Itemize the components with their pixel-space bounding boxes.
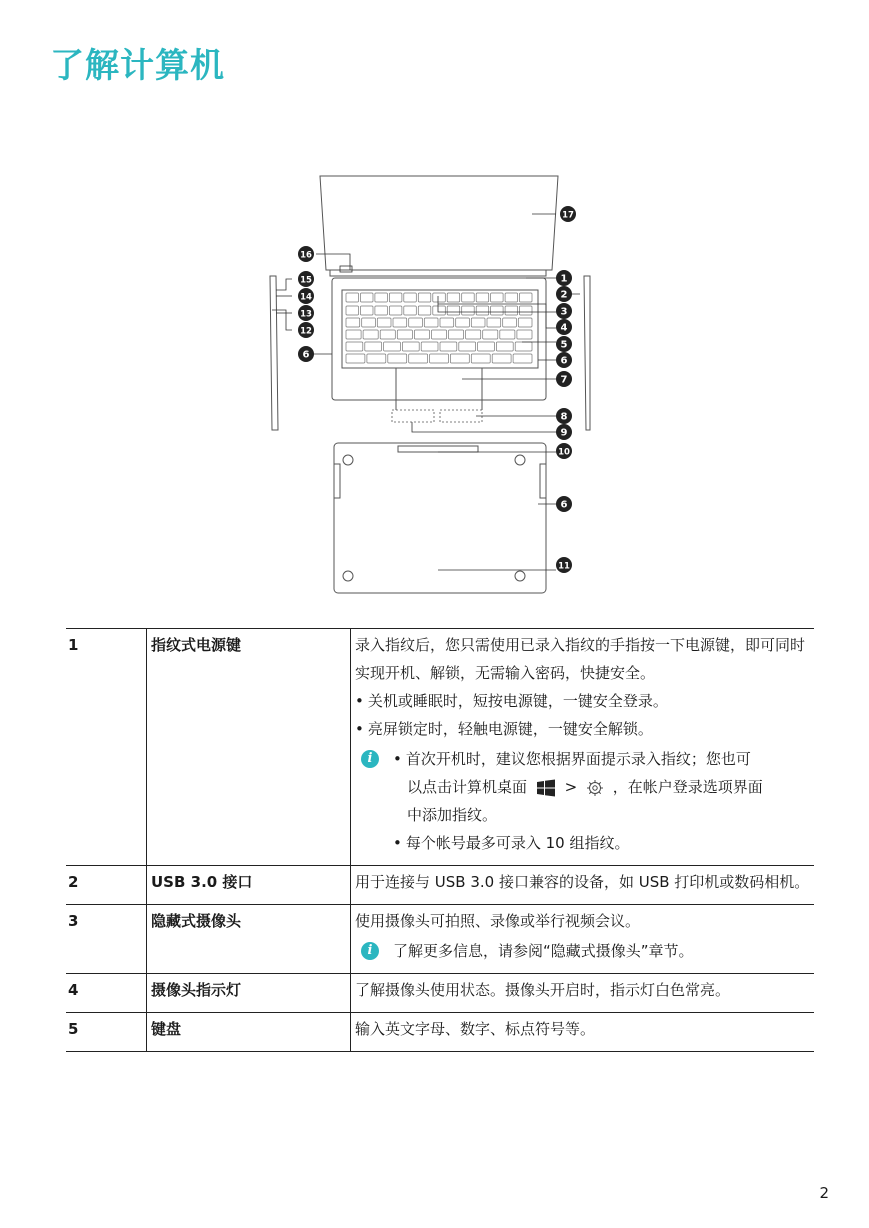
keyboard-key (397, 330, 412, 339)
keyboard-key (404, 306, 417, 315)
svg-text:3: 3 (560, 306, 568, 318)
row-description: 输入英文字母、数字、标点符号等。 (355, 1020, 596, 1038)
callout-badge (556, 443, 572, 459)
svg-text:8: 8 (560, 411, 568, 423)
row-name: 隐藏式摄像头 (147, 905, 351, 974)
laptop-diagram-svg (262, 170, 602, 600)
row-name: 指纹式电源键 (147, 629, 351, 866)
svg-text:5: 5 (560, 339, 568, 351)
keyboard-key (365, 342, 382, 351)
keyboard-key (389, 306, 402, 315)
description-text: 使用摄像头可拍照、录像或举行视频会议。 (355, 912, 641, 930)
row-name: USB 3.0 接口 (147, 866, 351, 905)
callout-badge (556, 496, 572, 512)
note-text: 以点击计算机桌面 (407, 778, 528, 796)
keyboard-key (496, 342, 513, 351)
callout-badge (556, 270, 572, 286)
table-row (66, 974, 814, 1013)
keyboard-key (487, 318, 501, 327)
windows-logo-icon (536, 779, 556, 797)
keyboard-key (447, 306, 460, 315)
row-number: 4 (66, 974, 147, 1013)
keyboard-key (440, 342, 457, 351)
table-row (66, 1013, 814, 1052)
keyboard-key (346, 354, 365, 363)
keyboard-key (361, 306, 374, 315)
row-number: 3 (66, 905, 147, 974)
row-description: 用于连接与 USB 3.0 接口兼容的设备，如 USB 打印机或数码相机。 (355, 873, 810, 891)
row-name: 摄像头指示灯 (147, 974, 351, 1013)
row-description (351, 629, 815, 866)
keyboard-key (462, 306, 475, 315)
keyboard-key (462, 293, 475, 302)
keyboard-key (404, 293, 417, 302)
keyboard-key (449, 330, 464, 339)
page-title: 了解计算机 (50, 46, 225, 86)
keyboard-key (491, 293, 504, 302)
table-row (66, 905, 814, 974)
keyboard-key (380, 330, 395, 339)
keyboard-key (456, 318, 470, 327)
table-row (66, 866, 814, 905)
callout-badge (556, 557, 572, 573)
callout-badge (556, 286, 572, 302)
row-number: 1 (66, 629, 147, 866)
note-line: 中添加指纹。 (407, 806, 498, 824)
keyboard-key (432, 330, 447, 339)
component-table (66, 628, 814, 1052)
arrow-separator: > (564, 778, 578, 796)
callout-badge (556, 424, 572, 440)
keyboard-key (430, 354, 449, 363)
row-number: 2 (66, 866, 147, 905)
keyboard-key (362, 318, 376, 327)
bullet-item: • 关机或睡眠时，短按电源键，一键安全登录。 (355, 687, 814, 715)
keyboard-key (471, 354, 490, 363)
keyboard-key (515, 342, 532, 351)
row-name: 键盘 (147, 1013, 351, 1052)
keyboard-key (363, 330, 378, 339)
note-bullet: • 每个帐号最多可录入 10 组指纹。 (393, 829, 814, 857)
svg-text:1: 1 (560, 273, 568, 285)
laptop-diagram (262, 170, 602, 600)
keyboard-key (492, 354, 511, 363)
left-side-profile (270, 276, 278, 430)
svg-text:7: 7 (560, 374, 568, 386)
keyboard-key (476, 306, 489, 315)
laptop-bottom (334, 443, 546, 593)
keyboard-key (346, 293, 359, 302)
right-side-profile (584, 276, 590, 430)
keyboard-key (418, 293, 431, 302)
info-icon: i (361, 942, 379, 960)
keyboard-key (503, 318, 517, 327)
page-number: 2 (819, 1184, 829, 1202)
keyboard-key (409, 354, 428, 363)
keyboard-key (424, 318, 438, 327)
row-description (351, 905, 815, 974)
note-bullet: • 首次开机时，建议您根据界面提示录入指纹；您也可 (393, 745, 814, 773)
keyboard-key (384, 342, 401, 351)
keyboard-key (361, 293, 374, 302)
description-text: 录入指纹后，您只需使用已录入指纹的手指按一下电源键，即可同时实现开机、解锁，无需输入密码，快捷安全。 (355, 636, 806, 682)
bullet-item: • 亮屏锁定时，轻触电源键，一键安全解锁。 (355, 715, 814, 743)
callout-badge (298, 346, 314, 362)
keyboard-key (414, 330, 429, 339)
svg-text:6: 6 (560, 355, 568, 367)
callout-badge (556, 408, 572, 424)
keyboard-key (393, 318, 407, 327)
svg-text:10: 10 (558, 447, 570, 458)
callout-badge (556, 336, 572, 352)
svg-text:15: 15 (300, 275, 312, 286)
keyboard-key (478, 342, 495, 351)
keyboard-key (447, 293, 460, 302)
keyboard-key (505, 306, 517, 315)
gear-icon (586, 779, 604, 797)
keyboard-key (409, 318, 423, 327)
keyboard-key (402, 342, 419, 351)
keyboard-key (520, 306, 533, 315)
svg-text:9: 9 (560, 427, 568, 439)
info-icon: i (361, 750, 379, 768)
callout-badge (556, 371, 572, 387)
note-text: ，在帐户登录选项界面 (612, 778, 763, 796)
keyboard-key (450, 354, 469, 363)
callout-badge (298, 322, 314, 338)
callout-badge (556, 352, 572, 368)
keyboard-key (421, 342, 438, 351)
callout-badge (556, 303, 572, 319)
keyboard-key (513, 354, 532, 363)
table-row (66, 629, 814, 866)
keyboard-key (367, 354, 386, 363)
svg-text:13: 13 (300, 309, 312, 320)
keyboard-key (491, 306, 504, 315)
svg-text:16: 16 (300, 250, 312, 261)
callout-badge (298, 271, 314, 287)
keyboard-key (440, 318, 454, 327)
keyboard-key (433, 293, 446, 302)
keyboard-key (388, 354, 407, 363)
callout-badge (298, 305, 314, 321)
keyboard-key (346, 342, 363, 351)
keyboard-key (418, 306, 431, 315)
row-description: 了解摄像头使用状态。摄像头开启时，指示灯白色常亮。 (355, 981, 731, 999)
keyboard-key (520, 293, 533, 302)
callout-badge (556, 319, 572, 335)
keyboard-key (500, 330, 515, 339)
keyboard-key (375, 293, 388, 302)
row-number: 5 (66, 1013, 147, 1052)
keyboard-key (375, 306, 388, 315)
keyboard-key (518, 318, 532, 327)
svg-text:17: 17 (562, 210, 574, 221)
keyboard-key (346, 318, 360, 327)
svg-text:6: 6 (560, 499, 568, 511)
callout-badge (298, 246, 314, 262)
keyboard-key (346, 306, 359, 315)
keyboard-key (505, 293, 517, 302)
laptop-screen (320, 176, 558, 270)
note-block (355, 937, 814, 965)
keyboard-key (389, 293, 402, 302)
keyboard-key (459, 342, 476, 351)
note-text: 了解更多信息，请参阅“隐藏式摄像头”章节。 (393, 942, 694, 960)
svg-text:2: 2 (560, 289, 568, 301)
svg-text:14: 14 (300, 292, 312, 303)
keyboard-key (471, 318, 485, 327)
note-line (393, 773, 814, 801)
svg-text:6: 6 (302, 349, 310, 361)
keyboard-key (466, 330, 481, 339)
keyboard-key (377, 318, 391, 327)
keyboard-key (476, 293, 489, 302)
note-block (355, 745, 814, 857)
svg-text:11: 11 (558, 561, 570, 572)
keyboard-key (433, 306, 446, 315)
keyboard-key (346, 330, 361, 339)
svg-text:4: 4 (560, 322, 568, 334)
callout-badge (298, 288, 314, 304)
callout-badge (560, 206, 576, 222)
keyboard-key (517, 330, 532, 339)
svg-text:12: 12 (300, 326, 312, 337)
keyboard-key (483, 330, 498, 339)
